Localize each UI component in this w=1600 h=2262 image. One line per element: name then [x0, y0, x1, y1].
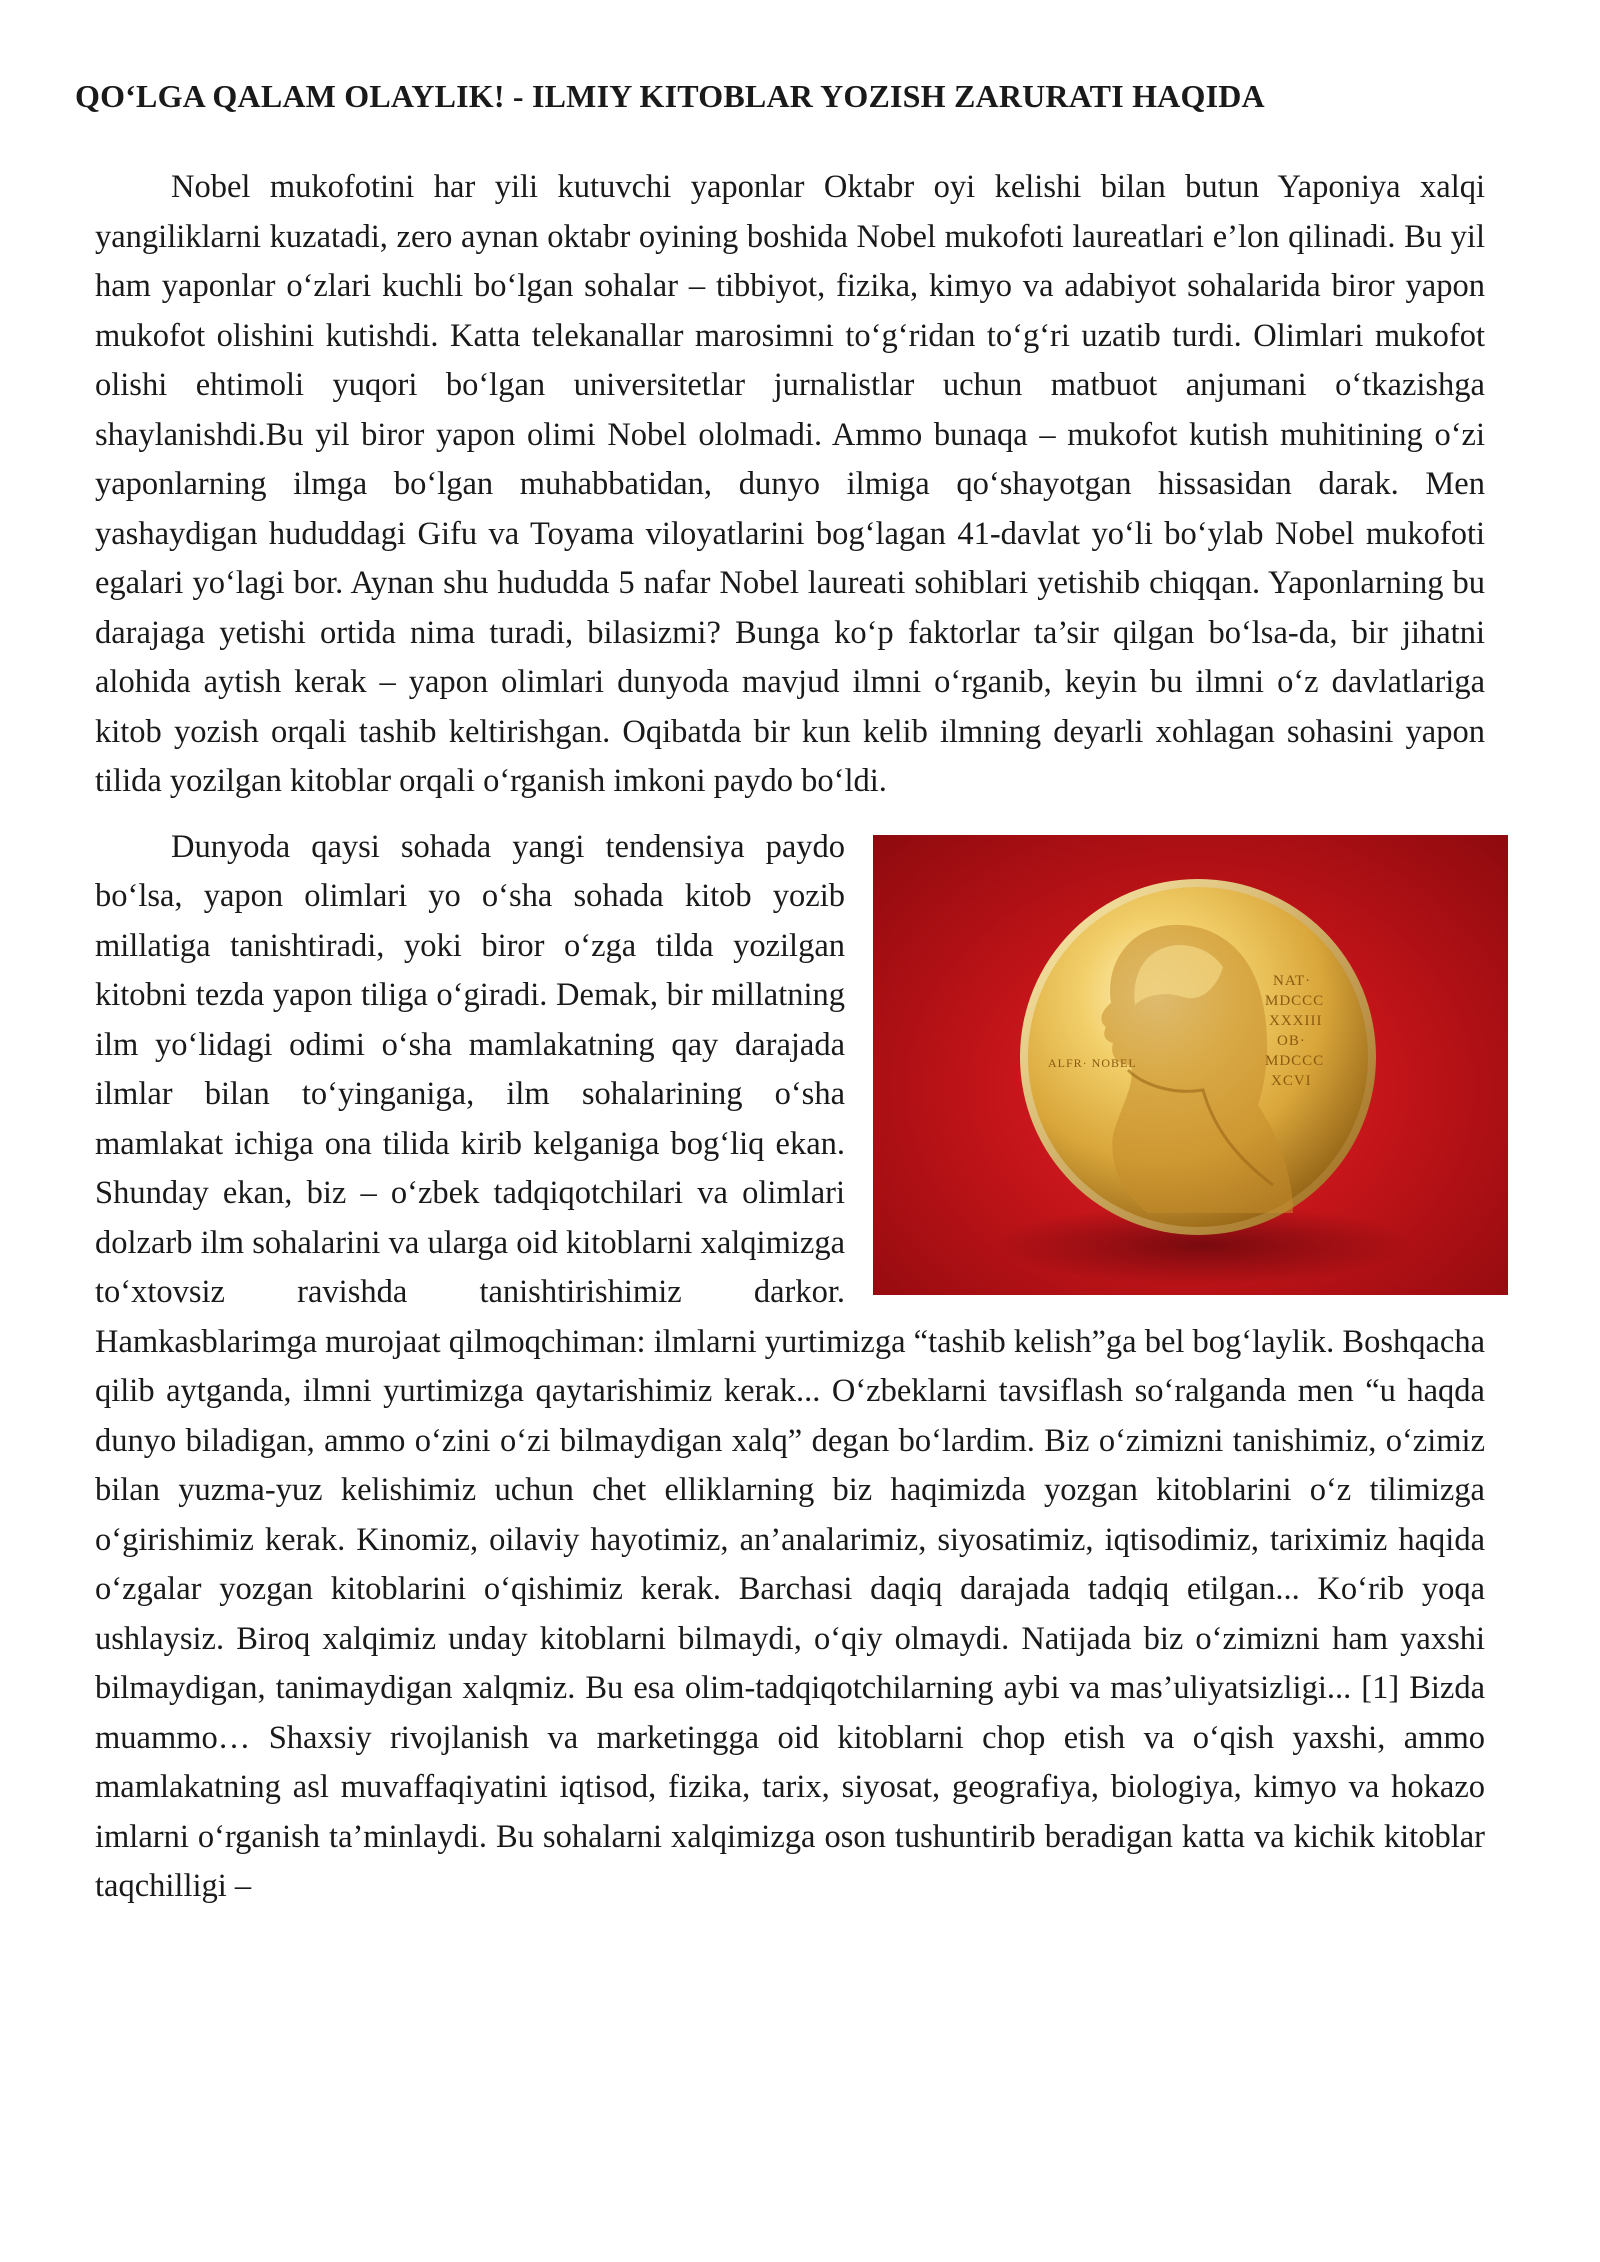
document-page — [75, 78, 1485, 1928]
svg-text:XXXIII: XXXIII — [1269, 1012, 1323, 1029]
nobel-medal-image — [873, 835, 1508, 1295]
svg-text:MDCCC: MDCCC — [1265, 1052, 1325, 1069]
page-title: QO‘LGA QALAM OLAYLIK! - ILMIY KITOBLAR YOZISH ZARURATI HAQIDA — [75, 78, 1265, 114]
paragraph-2: Dunyoda qaysi sohada yangi tendensiya paydo bo‘lsa, yapon olimlari yo o‘sha sohada kitob yozib millatiga tanishtiradi, yoki biror o‘zga tilda yozilgan kitobni tezda yapon tiliga o‘giradi. Demak, bir millatning ilm yo‘lidagi odimi o‘sha mamlakatning qay darajada ilmlar bilan to‘yinganiga, ilm sohalarining o‘sha mamlakat ichiga ona tilida kirib kelganiga bog‘liq ekan. Shunday ekan, biz – o‘zbek tadqiqotchilari va olimlari dolzarb ilm sohalarini va ularga oid kitoblarni xalqimizga to‘xtovsiz ravishda tanishtirishimiz darkor. Hamkasblarimga murojaat qilmoqchiman: ilmlarni yurtimizga “tashib kelish”ga bel bog‘laylik. Boshqacha qilib aytganda, ilmni yurtimizga qaytarishimiz kerak... O‘zbeklarni tavsiflash so‘ralganda men “u haqda dunyo biladigan, ammo o‘zini o‘zi bilmaydigan xalq” degan bo‘lardim. Biz o‘zimizni tanishimiz, o‘zimiz bilan yuzma-yuz kelishimiz uchun chet elliklarning biz haqimizda yozgan kitoblarini o‘z tilimizga o‘girishimiz kerak. Kinomiz, oilaviy hayotimiz, an’analarimiz, siyosatimiz, iqtisodimiz, tariximiz haqida o‘zgalar yozgan kitoblarini o‘qishimiz kerak. Barchasi daqiq darajada tadqiq etilgan... Ko‘rib yoqa ushlaysiz. Biroq xalqimiz unday kitoblarni bilmaydi, o‘qiy olmaydi. Natijada biz o‘zimizni ham yaxshi bilmaydigan, tanimaydigan xalqmiz. Bu esa olim-tadqiqotchilarning aybi va mas’uliyatsizligi... [1] Bizda muammo… Shaxsiy rivojlanish va marketingga oid kitoblarni chop etish va o‘qish yaxshi, ammo mamlakatning asl muvaffaqiyatini iqtisod, fizika, tarix, siyosat, geografiya, biologiya, kimyo va hokazo imlarni o‘rganish ta’minlaydi. Bu sohalarni xalqimizga oson tushuntirib beradigan katta va kichik kitoblar taqchilligi – — [95, 828, 1485, 1904]
svg-text:MDCCC: MDCCC — [1265, 992, 1325, 1009]
svg-text:OB·: OB· — [1277, 1032, 1306, 1049]
paragraph-1: Nobel mukofotini har yili kutuvchi yaponlar Oktabr oyi kelishi bilan butun Yaponiya xalqi yangiliklarni kuzatadi, zero aynan oktabr oyining boshida Nobel mukofoti laureatlari e’lon qilinadi. Bu yil ham yaponlar o‘zlari kuchli bo‘lgan sohalar – tibbiyot, fizika, kimyo va adabiyot sohalarida biror yapon mukofot olishini kutishdi. Katta telekanallar marosimni to‘g‘ridan to‘g‘ri uzatib turdi. Olimlari mukofot olishi ehtimoli yuqori bo‘lgan universitetlar jurnalistlar uchun matbuot anjumani o‘tkazishga shaylanishdi.Bu yil biror yapon olimi Nobel ololmadi. Ammo bunaqa – mukofot kutish muhitining o‘zi yaponlarning ilmga bo‘lgan muhabbatidan, dunyo ilmiga qo‘shayotgan hissasidan darak. Men yashaydigan hududdagi Gifu va Toyama viloyatlarini bog‘lagan 41-davlat yo‘li bo‘ylab Nobel mukofoti egalari yo‘lagi bor. Aynan shu hududda 5 nafar Nobel laureati sohiblari yetishib chiqqan. Yaponlarning bu darajaga yetishi ortida nima turadi, bilasizmi? Bunga ko‘p faktorlar ta’sir qilgan bo‘lsa-da, bir jihatni alohida aytish kerak – yapon olimlari dunyoda mavjud ilmni o‘rganib, keyin bu ilmni o‘z davlatlariga kitob yozish orqali tashib keltirishgan. Oqibatda bir kun kelib ilmning deyarli xohlagan sohasini yapon tilida yozilgan kitoblar orqali o‘rganish imkoni paydo bo‘ldi. — [95, 169, 1485, 799]
svg-text:NAT·: NAT· — [1273, 972, 1312, 989]
medal-left-text: ALFR· NOBEL — [1048, 1055, 1137, 1070]
svg-text:XCVI: XCVI — [1271, 1072, 1312, 1089]
nobel-medal-icon — [873, 835, 1508, 1295]
